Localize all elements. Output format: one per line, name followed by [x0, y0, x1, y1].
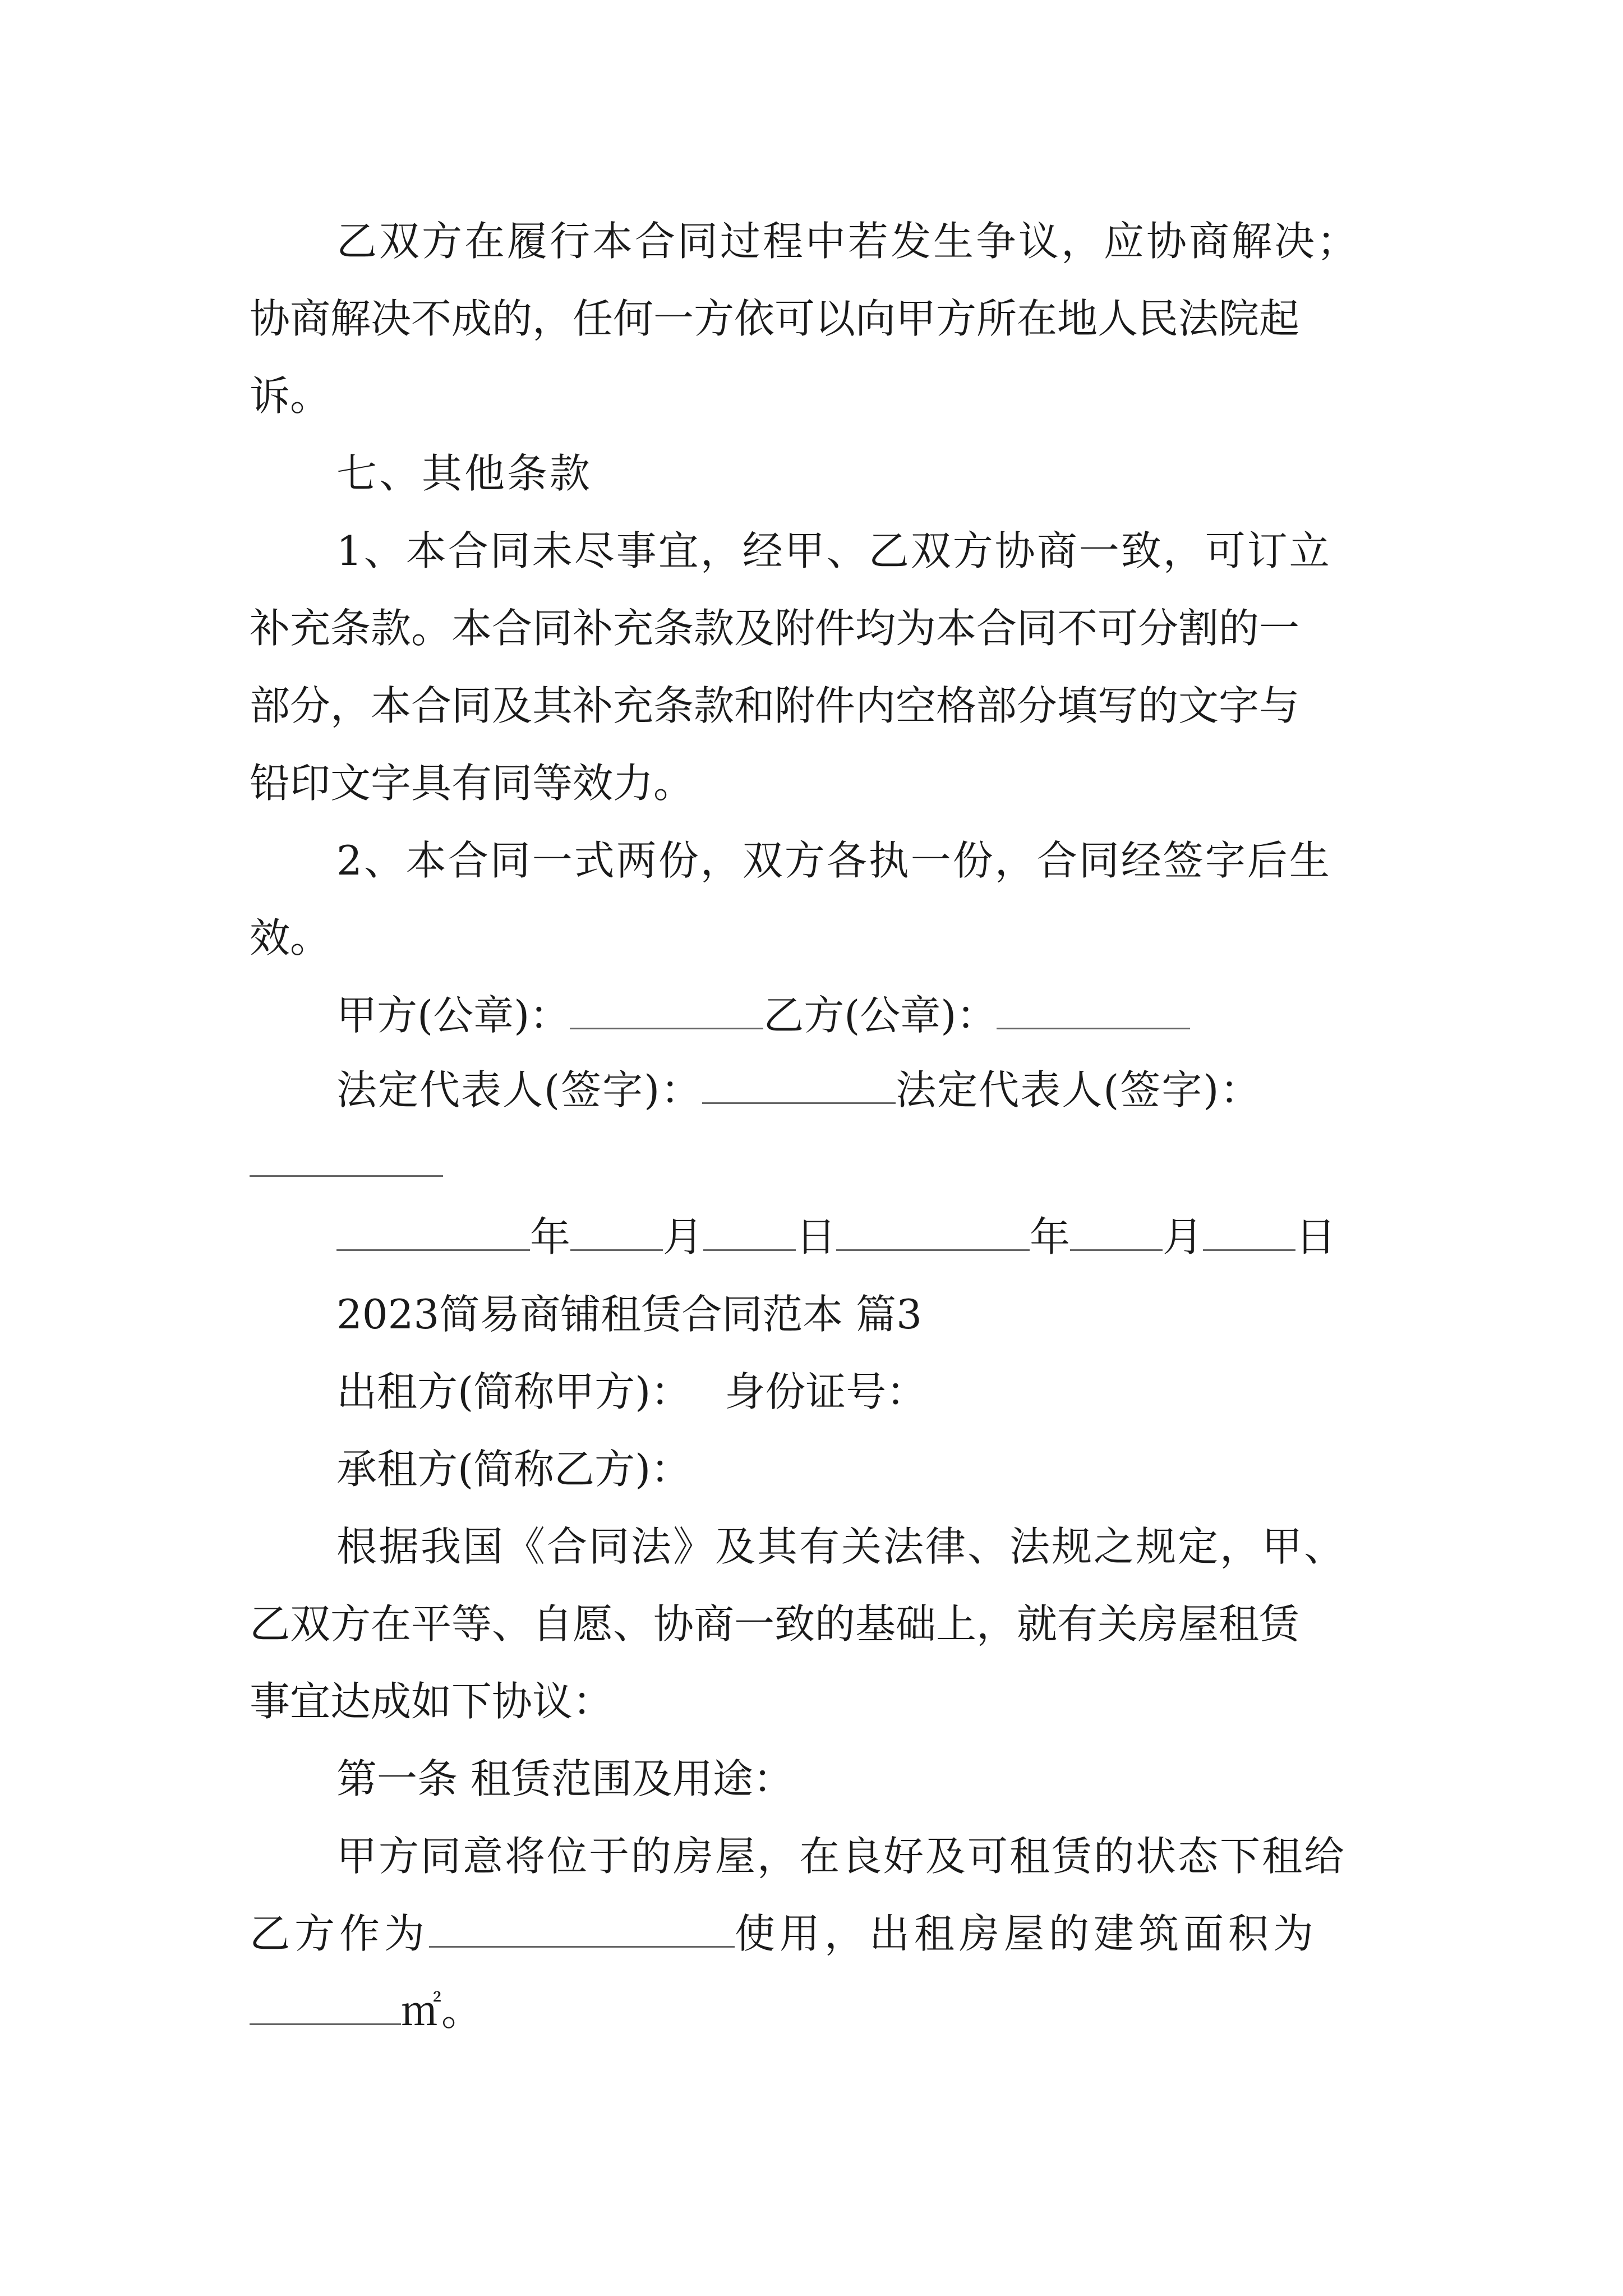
usage-line [250, 1906, 1318, 1962]
legal-rep-b-blank [250, 1175, 443, 1177]
date-line [336, 1209, 1336, 1265]
year-label: 年 [530, 1213, 571, 1260]
legal-rep-b-label: 法定代表人(签字)： [896, 1066, 1262, 1114]
section-heading: 七、其他条款 [336, 450, 593, 497]
party-b-seal-label: 乙方(公章)： [763, 992, 997, 1039]
paragraph-line: 甲方同意将位于的房屋，在良好及可租赁的状态下租给 [336, 1833, 1347, 1880]
day-label: 日 [1295, 1213, 1336, 1260]
usage-prefix: 乙方作为 [250, 1910, 430, 1957]
area-unit: ㎡。 [401, 1987, 482, 2035]
year-label: 年 [1030, 1213, 1071, 1260]
legal-rep-a-label: 法定代表人(签字)： [336, 1066, 703, 1114]
paragraph-line: 诉。 [250, 372, 331, 420]
area-line [250, 1983, 482, 2039]
lessee-label: 承租方(简称乙方)： [336, 1446, 691, 1493]
year-blank-b [836, 1210, 1030, 1251]
paragraph-line: 效。 [250, 914, 331, 961]
area-blank [250, 1984, 401, 2025]
usage-blank [429, 1907, 735, 1948]
article-heading: 第一条 租赁范围及用途： [336, 1755, 794, 1802]
legal-rep-a-blank [702, 1063, 896, 1104]
party-a-seal-label: 甲方(公章)： [336, 992, 570, 1039]
month-blank-b [1070, 1210, 1163, 1251]
lessor-line [336, 1364, 926, 1420]
section-title: 2023简易商铺租赁合同范本 篇3 [336, 1291, 922, 1338]
paragraph-line: 乙双方在履行本合同过程中若发生争议，应协商解决； [336, 218, 1360, 265]
paragraph-line: 协商解决不成的，任何一方依可以向甲方所在地人民法院起 [250, 295, 1300, 342]
paragraph-line: 根据我国《合同法》及其有关法律、法规之规定，甲、 [336, 1523, 1347, 1570]
paragraph-line: 补充条款。本合同补充条款及附件均为本合同不可分割的一 [250, 605, 1300, 652]
paragraph-line: 铅印文字具有同等效力。 [250, 760, 694, 807]
lessor-label: 出租方(简称甲方)： [336, 1368, 691, 1415]
paragraph-line: 部分，本合同及其补充条款和附件内空格部分填写的文字与 [250, 682, 1300, 729]
year-blank-a [336, 1210, 530, 1251]
paragraph-line: 事宜达成如下协议： [250, 1678, 614, 1725]
paragraph-line: 2、本合同一式两份，双方各执一份，合同经签字后生 [336, 837, 1331, 884]
month-label: 月 [663, 1213, 704, 1260]
seal-line [336, 987, 1190, 1043]
party-a-seal-blank [570, 988, 763, 1029]
day-label: 日 [796, 1213, 837, 1260]
month-label: 月 [1163, 1213, 1204, 1260]
day-blank-b [1203, 1210, 1295, 1251]
party-b-seal-blank [997, 988, 1190, 1029]
id-number-label: 身份证号： [725, 1368, 927, 1415]
month-blank-a [570, 1210, 663, 1251]
paragraph-line: 乙双方在平等、自愿、协商一致的基础上，就有关房屋租赁 [250, 1600, 1300, 1648]
paragraph-line: 1、本合同未尽事宜，经甲、乙双方协商一致，可订立 [336, 527, 1331, 574]
day-blank-a [703, 1210, 796, 1251]
legal-rep-line [336, 1062, 1261, 1118]
usage-middle: 使用，出租房屋的建筑面积为 [735, 1910, 1318, 1957]
